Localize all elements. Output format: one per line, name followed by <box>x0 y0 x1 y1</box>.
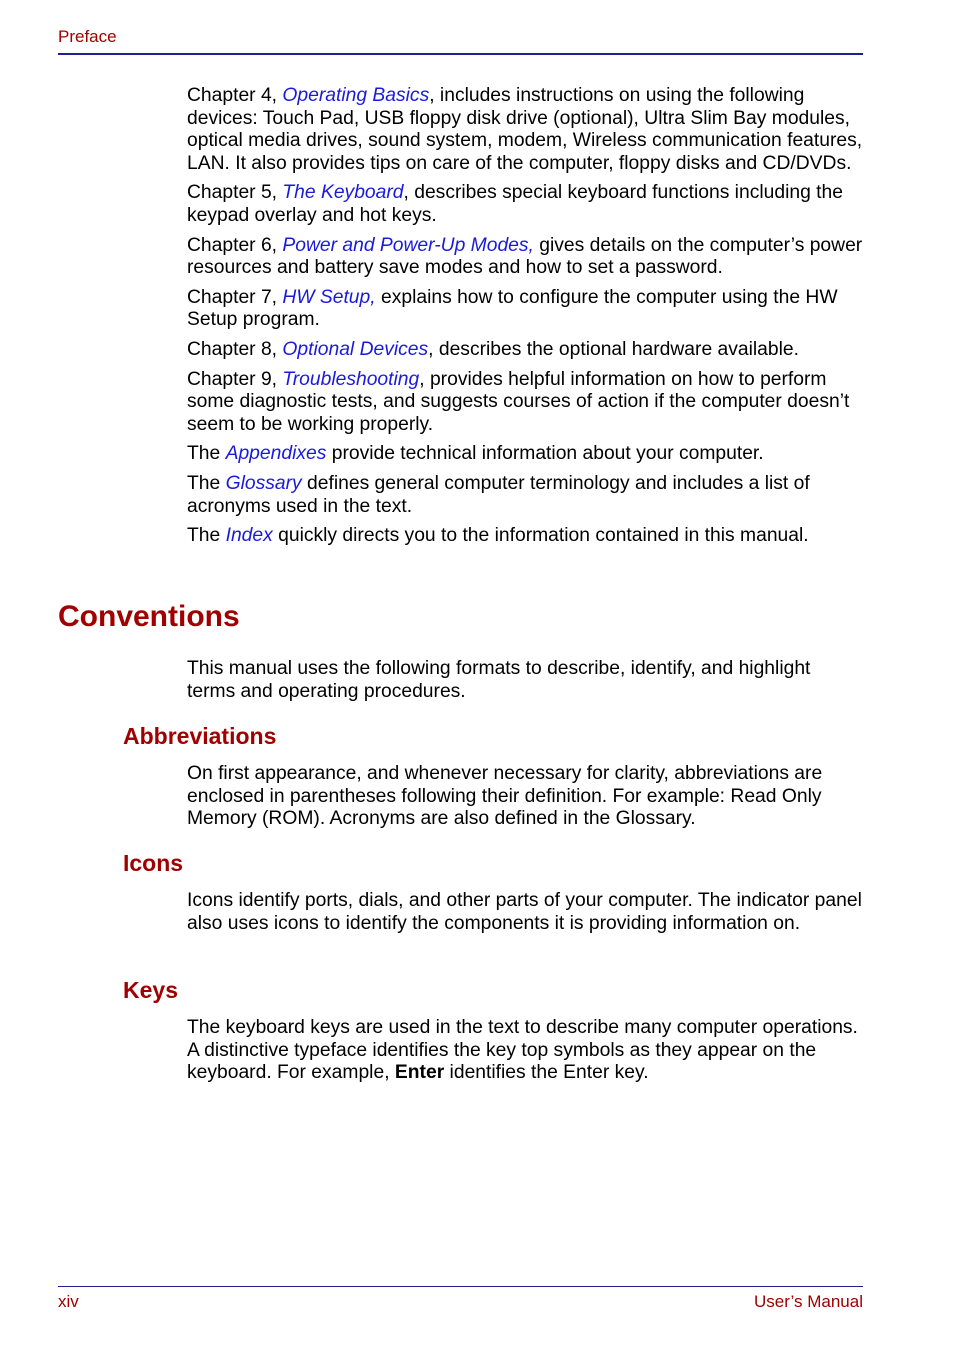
link-troubleshooting[interactable]: Troubleshooting <box>282 368 420 390</box>
abbreviations-body <box>187 763 863 838</box>
manual-title: User’s Manual <box>754 1292 863 1311</box>
chapter-7-paragraph: Chapter 7, HW Setup, explains how to configure the computer using the HW Setup program. <box>187 286 838 331</box>
chapter-list <box>187 85 863 555</box>
conventions-intro-text: This manual uses the following formats to describe, identify, and highlight terms and operating procedures. <box>187 658 811 702</box>
icons-text: Icons identify ports, dials, and other parts of your computer. The indicator panel also uses icons to identify the components it is providing information on. <box>187 890 862 934</box>
link-appendixes[interactable]: Appendixes <box>225 443 327 465</box>
keys-heading: Keys <box>123 977 178 1003</box>
icons-heading: Icons <box>123 850 184 876</box>
glossary-paragraph: The Glossary defines general computer terminology and includes a list of acronyms used in the text. <box>187 472 810 517</box>
abbreviations-heading: Abbreviations <box>123 723 277 749</box>
link-the-keyboard[interactable]: The Keyboard <box>282 182 404 204</box>
page-number: xiv <box>58 1292 79 1311</box>
appendixes-paragraph: The Appendixes provide technical information about your computer. <box>187 443 764 465</box>
link-power-modes[interactable]: Power and Power-Up Modes, <box>282 234 534 256</box>
link-hw-setup[interactable]: HW Setup, <box>282 286 376 308</box>
enter-key-label: Enter <box>394 1062 445 1084</box>
chapter-8-paragraph: Chapter 8, Optional Devices, describes the optional hardware available. <box>187 338 799 360</box>
conventions-intro <box>187 658 863 710</box>
keys-body <box>187 1017 863 1092</box>
header-divider <box>58 53 863 55</box>
link-optional-devices[interactable]: Optional Devices <box>282 338 429 360</box>
chapter-5-paragraph: Chapter 5, The Keyboard, describes special keyboard functions including the keypad overlay and hot keys. <box>187 182 843 226</box>
keys-text: The keyboard keys are used in the text to describe many computer operations. A distinctive typeface identifies the key top symbols as they appear on the keyboard. For example, Enter identifies the Enter key. <box>187 1017 858 1084</box>
index-paragraph: The Index quickly directs you to the information contained in this manual. <box>187 525 809 547</box>
icons-body <box>187 890 863 942</box>
link-operating-basics[interactable]: Operating Basics <box>282 85 430 106</box>
chapter-4-paragraph: Chapter 4, Operating Basics, includes instructions on using the following devices: Touch Pad, USB floppy disk drive (optional), Ultra Slim Bay modules, optical media drives, sound system, modem, Wireless communication features, LAN. It also provides tips on care of the computer, floppy disks and CD/DVDs. <box>187 85 863 174</box>
chapter-9-paragraph: Chapter 9, Troubleshooting, provides helpful information on how to perform some diagnostic tests, and suggests courses of action if the computer doesn’t seem to be working properly. <box>187 368 850 435</box>
running-header: Preface <box>58 27 117 46</box>
link-index[interactable]: Index <box>225 525 273 547</box>
abbreviations-text: On first appearance, and whenever necessary for clarity, abbreviations are enclosed in parentheses following their definition. For example: Read Only Memory (ROM). Acronyms are also defined in the Glossary. <box>187 763 823 830</box>
conventions-heading: Conventions <box>58 600 240 633</box>
link-glossary[interactable]: Glossary <box>225 472 302 494</box>
footer-divider <box>58 1286 863 1287</box>
chapter-6-paragraph: Chapter 6, Power and Power-Up Modes, gives details on the computer’s power resources and battery save modes and how to set a password. <box>187 234 863 279</box>
